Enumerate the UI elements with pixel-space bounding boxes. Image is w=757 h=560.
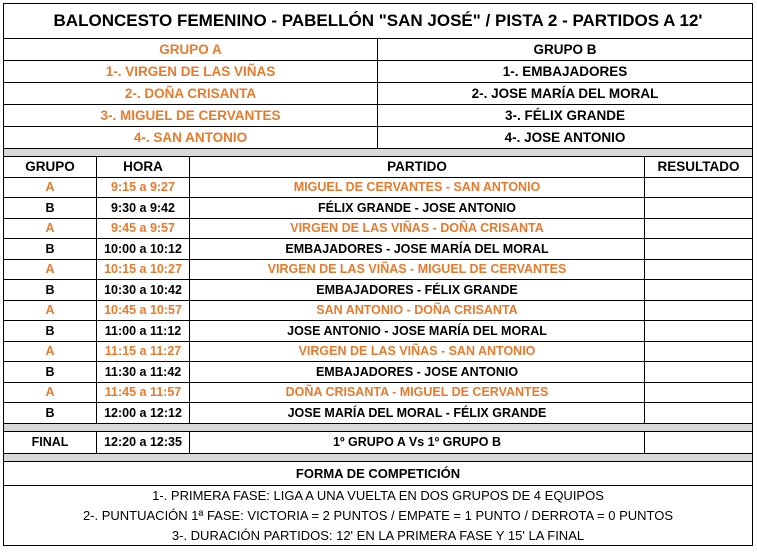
match-result-cell[interactable] — [645, 178, 752, 198]
group-b-team: 3-. FÉLIX GRANDE — [504, 108, 625, 123]
competition-rule: 3-. DURACIÓN PARTIDOS: 12' EN LA PRIMERA FASE Y 15' LA FINAL — [171, 527, 585, 543]
group-b-label: GRUPO B — [533, 42, 597, 57]
group-b-team: 1-. EMBAJADORES — [502, 64, 628, 79]
match-group: A — [4, 383, 97, 403]
match-row — [3, 280, 753, 301]
separator-bar — [3, 454, 753, 462]
match-result-cell[interactable] — [645, 219, 752, 239]
header-match: PARTIDO — [190, 157, 645, 177]
match-teams: SAN ANTONIO - DOÑA CRISANTA — [190, 301, 645, 321]
header-group: GRUPO — [4, 157, 97, 177]
match-result-cell[interactable] — [645, 383, 752, 403]
match-group: A — [4, 178, 97, 198]
match-time: 11:00 a 11:12 — [97, 321, 190, 341]
separator-bar — [3, 424, 753, 432]
match-group: A — [4, 301, 97, 321]
group-a-label: GRUPO A — [4, 39, 378, 60]
match-teams: EMBAJADORES - FÉLIX GRANDE — [190, 280, 645, 300]
match-group: B — [4, 198, 97, 218]
match-teams: MIGUEL DE CERVANTES - SAN ANTONIO — [190, 178, 645, 198]
match-result-cell[interactable] — [645, 198, 752, 218]
match-result-cell[interactable] — [645, 403, 752, 423]
group-b-team: 4-. JOSE ANTONIO — [504, 130, 626, 145]
match-time: 10:00 a 10:12 — [97, 239, 190, 259]
match-row — [3, 403, 753, 424]
match-row — [3, 178, 753, 199]
match-row — [3, 260, 753, 281]
match-teams: VIRGEN DE LAS VIÑAS - DOÑA CRISANTA — [190, 219, 645, 239]
groups-team-row — [3, 105, 753, 127]
match-result-cell[interactable] — [645, 260, 752, 280]
match-row — [3, 239, 753, 260]
competition-title: FORMA DE COMPETICIÓN — [295, 465, 461, 481]
match-time: 11:30 a 11:42 — [97, 362, 190, 382]
match-time: 9:45 a 9:57 — [97, 219, 190, 239]
match-group: B — [4, 280, 97, 300]
final-result-cell[interactable] — [645, 432, 752, 453]
match-teams: FÉLIX GRANDE - JOSE ANTONIO — [190, 198, 645, 218]
match-teams: JOSE ANTONIO - JOSE MARÍA DEL MORAL — [190, 321, 645, 341]
match-time: 11:15 a 11:27 — [97, 342, 190, 362]
match-group: B — [4, 321, 97, 341]
schedule-header-row — [3, 157, 753, 178]
match-teams: DOÑA CRISANTA - MIGUEL DE CERVANTES — [190, 383, 645, 403]
match-row — [3, 198, 753, 219]
header-result: RESULTADO — [657, 159, 740, 175]
match-teams: EMBAJADORES - JOSE ANTONIO — [190, 362, 645, 382]
group-a-team: 1-. VIRGEN DE LAS VIÑAS — [4, 61, 378, 82]
match-row — [3, 219, 753, 240]
match-group: A — [4, 219, 97, 239]
match-row — [3, 362, 753, 383]
match-result-cell[interactable] — [645, 342, 752, 362]
competition-rule: 2-. PUNTUACIÓN 1ª FASE: VICTORIA = 2 PUNTOS / EMPATE = 1 PUNTO / DERROTA = 0 PUNTOS — [82, 508, 674, 523]
match-time: 9:30 a 9:42 — [97, 198, 190, 218]
title-row — [3, 3, 753, 39]
separator-bar — [3, 149, 753, 157]
match-time: 10:45 a 10:57 — [97, 301, 190, 321]
match-group: B — [4, 403, 97, 423]
match-row — [3, 383, 753, 404]
competition-rule-row — [3, 526, 753, 546]
final-time: 12:20 a 12:35 — [97, 432, 190, 453]
match-row — [3, 342, 753, 363]
match-row — [3, 301, 753, 322]
match-time: 11:45 a 11:57 — [97, 383, 190, 403]
match-result-cell[interactable] — [645, 280, 752, 300]
group-a-team: 3-. MIGUEL DE CERVANTES — [4, 105, 378, 126]
competition-rule-row — [3, 506, 753, 526]
match-teams: VIRGEN DE LAS VIÑAS - SAN ANTONIO — [190, 342, 645, 362]
match-row — [3, 321, 753, 342]
match-time: 10:15 a 10:27 — [97, 260, 190, 280]
group-a-team: 2-. DOÑA CRISANTA — [4, 83, 378, 104]
groups-team-row — [3, 83, 753, 105]
competition-rule: 1-. PRIMERA FASE: LIGA A UNA VUELTA EN DOS GRUPOS DE 4 EQUIPOS — [152, 488, 604, 503]
match-group: B — [4, 239, 97, 259]
match-result-cell[interactable] — [645, 301, 752, 321]
final-match: 1º GRUPO A Vs 1º GRUPO B — [190, 432, 645, 453]
header-time: HORA — [97, 157, 190, 177]
match-group: A — [4, 342, 97, 362]
match-teams: EMBAJADORES - JOSE MARÍA DEL MORAL — [190, 239, 645, 259]
match-teams: VIRGEN DE LAS VIÑAS - MIGUEL DE CERVANTES — [190, 260, 645, 280]
match-group: A — [4, 260, 97, 280]
competition-title-row — [3, 462, 753, 486]
groups-header-row — [3, 39, 753, 61]
final-label: FINAL — [4, 432, 97, 453]
group-a-team: 4-. SAN ANTONIO — [4, 127, 378, 148]
match-result-cell[interactable] — [645, 239, 752, 259]
match-teams: JOSE MARÍA DEL MORAL - FÉLIX GRANDE — [190, 403, 645, 423]
match-time: 12:00 a 12:12 — [97, 403, 190, 423]
match-group: B — [4, 362, 97, 382]
competition-rule-row — [3, 486, 753, 506]
final-row — [3, 432, 753, 454]
match-result-cell[interactable] — [645, 362, 752, 382]
group-b-team: 2-. JOSE MARÍA DEL MORAL — [471, 86, 659, 101]
groups-team-row — [3, 127, 753, 149]
groups-team-row — [3, 61, 753, 83]
page-title: BALONCESTO FEMENINO - PABELLÓN "SAN JOSÉ" / PISTA 2 - PARTIDOS A 12' — [53, 11, 703, 30]
schedule-sheet — [3, 3, 753, 546]
match-time: 9:15 a 9:27 — [97, 178, 190, 198]
match-time: 10:30 a 10:42 — [97, 280, 190, 300]
match-result-cell[interactable] — [645, 321, 752, 341]
